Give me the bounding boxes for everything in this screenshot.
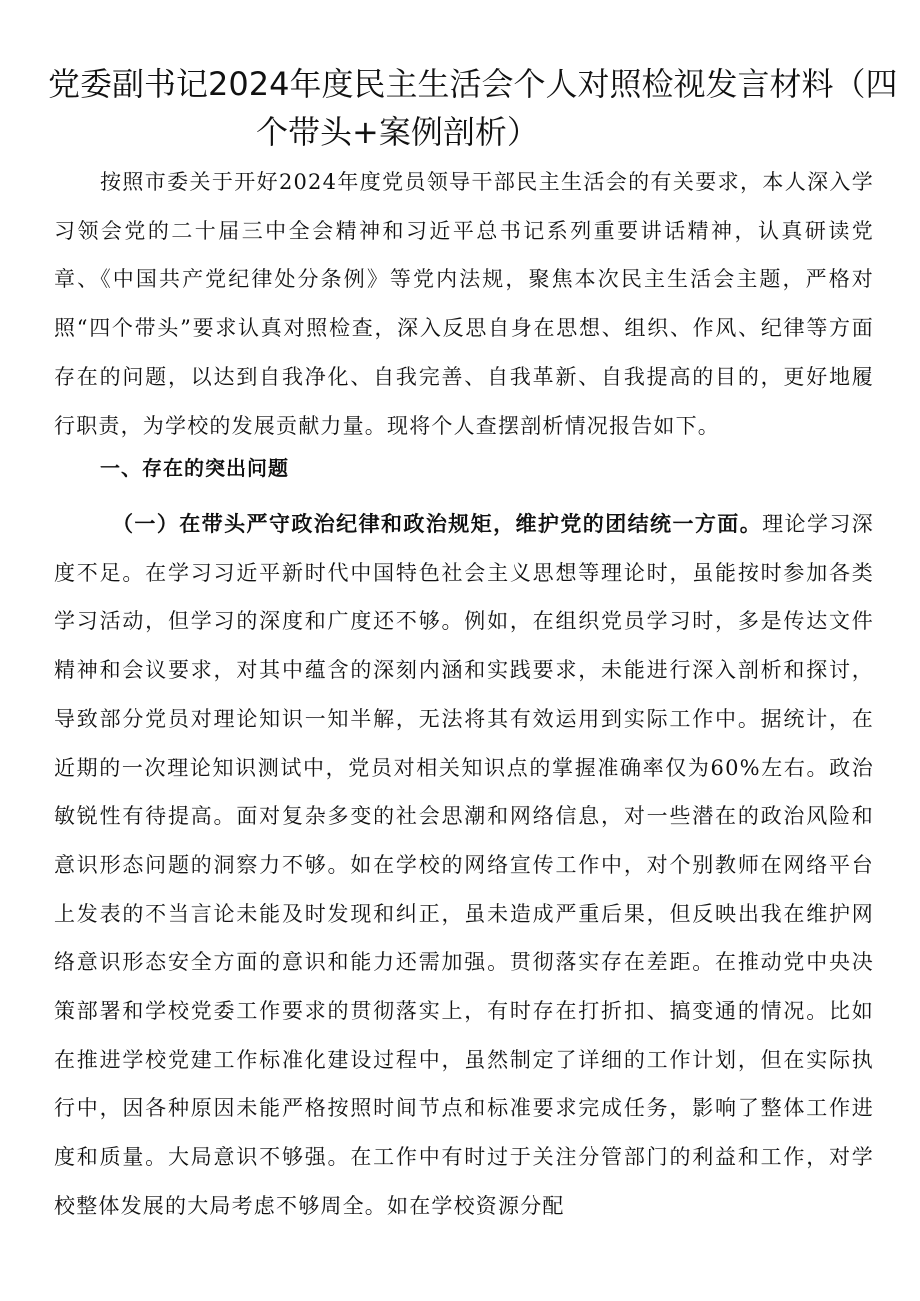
title-line-2: 个带头+案例剖析） bbox=[256, 113, 539, 151]
document-title bbox=[48, 60, 898, 156]
subsection-body: 理论学习深度不足。在学习习近平新时代中国特色社会主义思想等理论时，虽能按时参加各类学习活动，但学习的深度和广度还不够。例如，在组织党员学习时，多是传达文件精神和会议要求，对其中蕴含的深刻内涵和实践要求，未能进行深入剖析和探讨，导致部分党员对理论知识一知半解，无法将其有效运用到实际工作中。据统计，在近期的一次理论知识测试中，党员对相关知识点的掌握准确率仅为60%左右。政治敏锐性有待提高。面对复杂多变的社会思潮和网络信息，对一些潜在的政治风险和意识形态问题的洞察力不够。如在学校的网络宣传工作中，对个别教师在网络平台上发表的不当言论未能及时发现和纠正，虽未造成严重后果，但反映出我在维护网络意识形态安全方面的意识和能力还需加强。贯彻落实存在差距。在推动党中央决策部署和学校党委工作要求的贯彻落实上，有时存在打折扣、搞变通的情况。比如在推进学校党建工作标准化建设过程中，虽然制定了详细的工作计划，但在实际执行中，因各种原因未能严格按照时间节点和标准要求完成任务，影响了整体工作进度和质量。大局意识不够强。在工作中有时过于关注分管部门的利益和工作，对学校整体发展的大局考虑不够周全。如在学校资源分配 bbox=[54, 512, 874, 1218]
intro-paragraph: 按照市委关于开好2024年度党员领导干部民主生活会的有关要求，本人深入学习领会党的二十届三中全会精神和习近平总书记系列重要讲话精神，认真研读党章、《中国共产党纪律处分条例》等党内法规，聚焦本次民主生活会主题，严格对照“四个带头”要求认真对照检查，深入反思自身在思想、组织、作风、纪律等方面存在的问题，以达到自我净化、自我完善、自我革新、自我提高的目的，更好地履行职责，为学校的发展贡献力量。现将个人查摆剖析情况报告如下。 bbox=[54, 170, 874, 438]
subsection-paragraph bbox=[54, 500, 874, 1231]
subsection-lead: （一）在带头严守政治纪律和政治规矩，维护党的团结统一方面。 bbox=[112, 512, 763, 536]
section-heading: 一、存在的突出问题 bbox=[100, 456, 289, 480]
title-line-1: 党委副书记2024年度民主生活会个人对照检视发言材料（四 bbox=[48, 65, 898, 103]
